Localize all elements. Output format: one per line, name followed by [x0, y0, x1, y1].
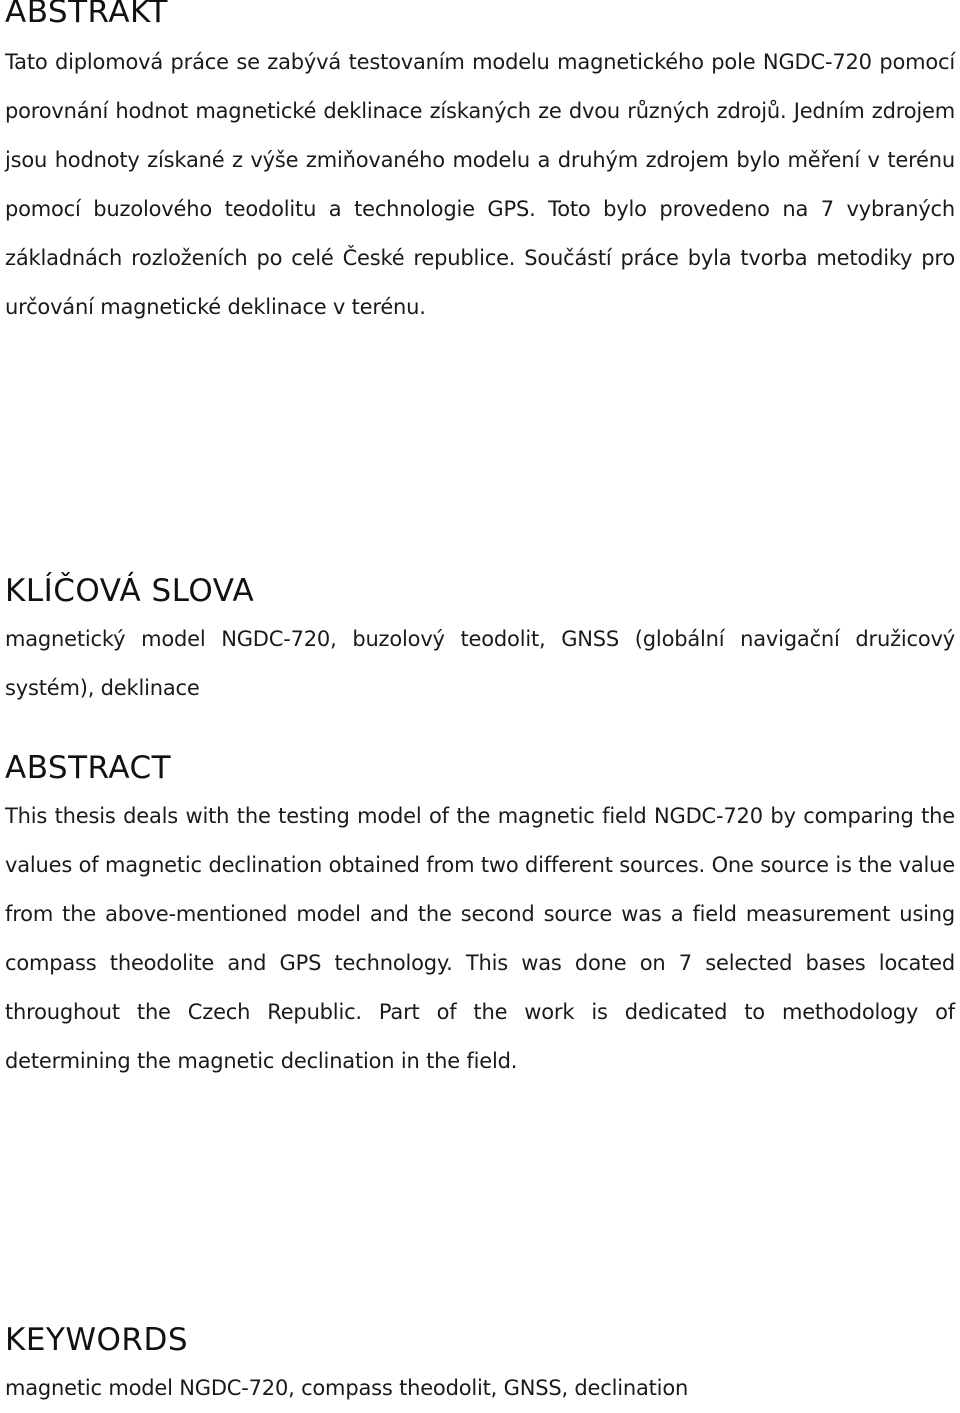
abstract-section [5, 750, 955, 1086]
keywords-heading: KEYWORDS [5, 1322, 188, 1358]
klicova-slova-section [5, 573, 955, 713]
keywords-section [5, 1322, 955, 1413]
klicova-slova-text: magnetický model NGDC-720, buzolový teodolit, GNSS (globální navigační družicový systém), deklinace [5, 627, 955, 700]
klicova-slova-heading: KLÍČOVÁ SLOVA [5, 573, 255, 609]
abstract-text: This thesis deals with the testing model of the magnetic field NGDC-720 by comparing the values of magnetic declination obtained from two different sources. One source is the value from the above-mentioned model and the second source was a field measurement using compass theodolite and GPS technology. This was done on 7 selected bases located throughout the Czech Republic. Part of the work is dedicated to methodology of determining the magnetic declination in the field. [5, 804, 955, 1073]
abstrakt-section [5, 0, 955, 332]
keywords-text: magnetic model NGDC-720, compass theodolit, GNSS, declination [5, 1376, 689, 1400]
abstract-heading: ABSTRACT [5, 750, 172, 786]
abstrakt-text: Tato diplomová práce se zabývá testovaním modelu magnetického pole NGDC-720 pomocí porovnání hodnot magnetické deklinace získaných ze dvou různých zdrojů. Jedním zdrojem jsou hodnoty získané z výše zmiňovaného modelu a druhým zdrojem bylo měření v terénu pomocí buzolového teodolitu a technologie GPS. Toto bylo provedeno na 7 vybraných základnách rozloženích po celé České republice. Součástí práce byla tvorba metodiky pro určování magnetické deklinace v terénu. [5, 50, 955, 319]
abstrakt-heading: ABSTRAKT [5, 0, 168, 30]
